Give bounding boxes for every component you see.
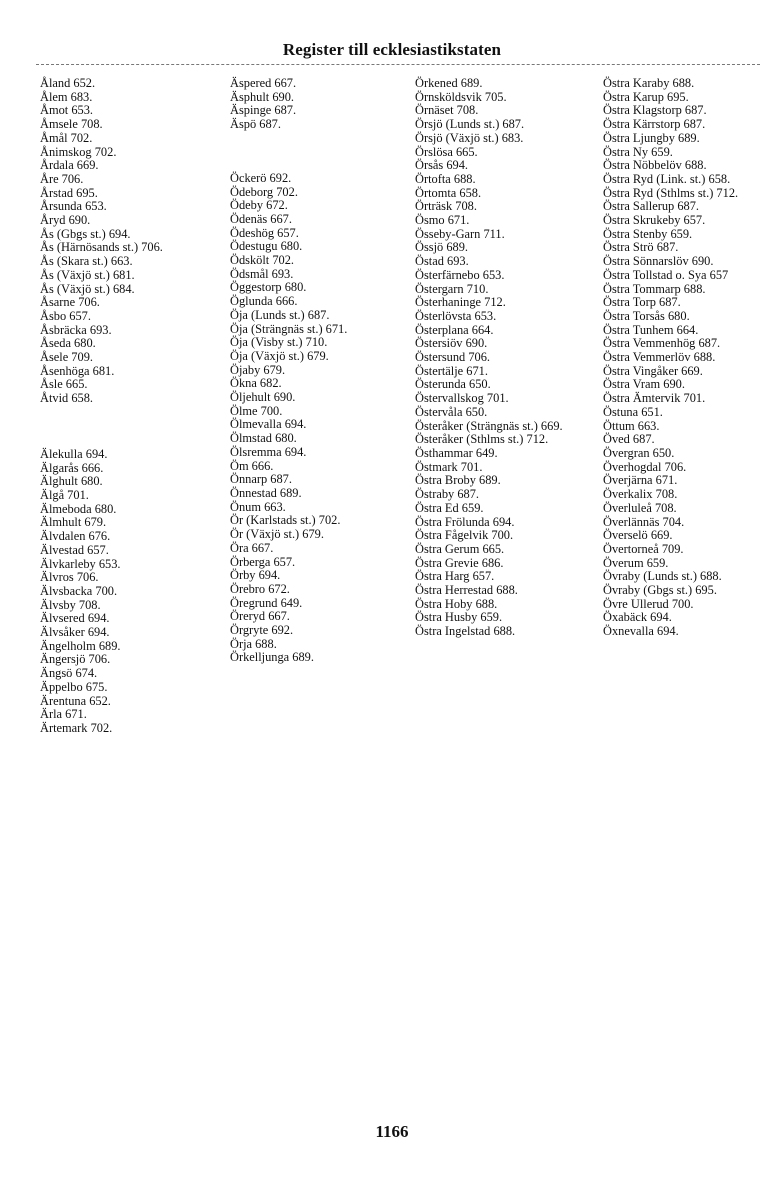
index-entry: Ärtemark 702. — [40, 720, 113, 735]
index-entry: Örträsk 708. — [415, 199, 477, 214]
index-entry: Åryd 690. — [40, 213, 91, 228]
index-entry: Ärentuna 652. — [40, 693, 111, 708]
index-entry: Äspered 667. — [230, 76, 297, 90]
index-entry: Östmark 701. — [415, 459, 483, 474]
index-entry: Östra Skrukeby 657. — [603, 213, 706, 228]
entry-block-1 — [40, 77, 215, 406]
index-entry: Örsjö (Lunds st.) 687. — [415, 117, 525, 132]
index-entry: Älvros 706. — [40, 570, 99, 585]
index-entry: Östra Ed 659. — [415, 500, 484, 515]
index-entry: Älvsåker 694. — [40, 625, 110, 640]
index-entry: Örkelljunga 689. — [230, 650, 314, 665]
index-entry: Åmsele 708. — [40, 117, 103, 132]
index-entry: Östertälje 671. — [415, 363, 488, 378]
index-entry: Älmhult 679. — [40, 515, 107, 530]
index-entry: Öved 687. — [603, 432, 655, 447]
index-entry: Östra Vingåker 669. — [603, 363, 703, 378]
index-entry: Älvestad 657. — [40, 542, 109, 557]
index-entry: Åseda 680. — [40, 336, 96, 351]
index-entry: Ödskölt 702. — [230, 253, 295, 268]
index-entry: Ölmevalla 694. — [230, 417, 307, 432]
index-entry: Östhammar 649. — [415, 445, 498, 460]
index-entry: Östra Hoby 688. — [415, 596, 498, 611]
index-entry: Åsele 709. — [40, 350, 93, 365]
index-entry: Östuna 651. — [603, 404, 663, 419]
index-entry: Österfärnebo 653. — [415, 267, 505, 282]
index-column-4 — [603, 77, 781, 639]
index-entry: Östergarn 710. — [415, 281, 489, 296]
index-entry: Öggestorp 680. — [230, 280, 307, 295]
index-entry: Östersund 706. — [415, 350, 491, 365]
index-entry: Östra Karup 695. — [603, 89, 689, 104]
index-entry: Äsphult 690. — [230, 89, 295, 104]
index-entry: Össjö 689. — [415, 240, 469, 255]
index-entry: Örberga 657. — [230, 554, 296, 569]
entry-block-1 — [603, 77, 781, 639]
index-entry: Önnestad 689. — [230, 485, 302, 500]
index-entry: Östra Broby 689. — [415, 473, 501, 488]
index-entry: Överjärna 671. — [603, 473, 678, 488]
index-entry: Östra Fågelvik 700. — [415, 528, 514, 543]
index-entry: Östraby 687. — [415, 487, 480, 502]
index-entry: Älvdalen 676. — [40, 529, 111, 544]
index-entry: Öra 667. — [230, 540, 274, 555]
block-gap — [40, 406, 215, 448]
index-entry: Ås (Gbgs st.) 694. — [40, 226, 131, 241]
index-entry: Ödenäs 667. — [230, 211, 292, 226]
index-entry: Önum 663. — [230, 499, 286, 514]
index-entry: Öckerö 692. — [230, 170, 292, 185]
index-entry: Ödeby 672. — [230, 198, 288, 213]
index-entry: Ås (Skara st.) 663. — [40, 254, 133, 269]
index-entry: Örnsköldsvik 705. — [415, 89, 507, 104]
index-entry: Östra Ny 659. — [603, 144, 673, 159]
index-entry: Övraby (Lunds st.) 688. — [603, 569, 722, 584]
index-entry: Ängsö 674. — [40, 666, 98, 681]
index-entry: Östra Ljungby 689. — [603, 130, 700, 145]
index-entry: Överkalix 708. — [603, 487, 678, 502]
index-entry: Älvsbacka 700. — [40, 583, 118, 598]
index-entry: Ödestugu 680. — [230, 239, 303, 254]
index-entry: Östra Nöbbelöv 688. — [603, 158, 707, 173]
index-entry: Älmeboda 680. — [40, 501, 117, 516]
entry-block-1 — [415, 77, 595, 639]
index-entry: Åtvid 658. — [40, 391, 94, 406]
index-entry: Äspinge 687. — [230, 103, 297, 118]
index-entry: Össeby-Garn 711. — [415, 226, 505, 241]
index-entry: Österlövsta 653. — [415, 308, 497, 323]
index-entry: Östra Tunhem 664. — [603, 322, 699, 337]
index-entry: Östra Ämtervik 701. — [603, 391, 706, 406]
index-entry: Östad 693. — [415, 254, 469, 269]
index-entry: Äppelbo 675. — [40, 679, 108, 694]
index-entry: Åsarne 706. — [40, 295, 100, 310]
index-entry: Östra Karaby 688. — [603, 76, 695, 90]
index-entry: Öja (Växjö st.) 679. — [230, 348, 329, 363]
page-title: Register till ecklesiastikstaten — [282, 40, 502, 59]
index-entry: Årsunda 653. — [40, 199, 107, 214]
index-entry: Österåker (Sthlms st.) 712. — [415, 432, 549, 447]
index-entry: Ölme 700. — [230, 403, 283, 418]
index-entry: Överlännäs 704. — [603, 514, 685, 529]
index-entry: Örslösa 665. — [415, 144, 478, 159]
index-entry: Ölsremma 694. — [230, 444, 307, 459]
index-entry: Älvkarleby 653. — [40, 556, 121, 571]
index-entry: Åsbo 657. — [40, 308, 91, 323]
index-entry: Överum 659. — [603, 555, 669, 570]
index-entry: Åsenhöga 681. — [40, 363, 115, 378]
index-entry: Ölmstad 680. — [230, 431, 297, 446]
index-entry: Åland 652. — [40, 76, 96, 90]
index-entry: Örtomta 658. — [415, 185, 482, 200]
index-entry: Ör (Växjö st.) 679. — [230, 527, 324, 542]
index-column-3 — [415, 77, 595, 639]
index-entry: Önnarp 687. — [230, 472, 292, 487]
index-entry: Öjaby 679. — [230, 362, 286, 377]
index-entry: Östra Strö 687. — [603, 240, 679, 255]
index-entry: Ökna 682. — [230, 376, 282, 391]
index-entry: Älgå 701. — [40, 487, 89, 502]
index-entry: Ödeshög 657. — [230, 225, 299, 240]
index-column-1 — [40, 77, 215, 736]
index-entry: Östervallskog 701. — [415, 391, 509, 406]
index-entry: Öxnevalla 694. — [603, 624, 679, 639]
index-entry: Östra Tollstad o. Sya 657 — [603, 267, 729, 282]
index-entry: Övertorneå 709. — [603, 541, 684, 556]
index-entry: Östra Ingelstad 688. — [415, 624, 516, 639]
index-entry: Övraby (Gbgs st.) 695. — [603, 583, 717, 598]
index-entry: Ås (Härnösands st.) 706. — [40, 240, 163, 255]
index-entry: Österunda 650. — [415, 377, 491, 392]
index-entry: Älvsby 708. — [40, 597, 101, 612]
index-entry: Örtofta 688. — [415, 171, 476, 186]
index-entry: Årdala 669. — [40, 158, 99, 173]
index-entry: Östra Ryd (Sthlms st.) 712. — [603, 185, 739, 200]
index-entry: Ödsmål 693. — [230, 266, 294, 281]
index-entry: Österåker (Strängnäs st.) 669. — [415, 418, 563, 433]
index-entry: Ålem 683. — [40, 89, 93, 104]
index-column-2 — [230, 77, 408, 665]
index-entry: Östervåla 650. — [415, 404, 488, 419]
index-entry: Överhogdal 706. — [603, 459, 687, 474]
index-entry: Östra Frölunda 694. — [415, 514, 515, 529]
index-entry: Östra Vemmenhög 687. — [603, 336, 721, 351]
page-number: 1166 — [375, 1122, 409, 1141]
index-entry: Örgryte 692. — [230, 623, 294, 638]
index-entry: Öja (Lunds st.) 687. — [230, 307, 330, 322]
index-entry: Öljehult 690. — [230, 390, 296, 405]
index-entry: Östra Ryd (Link. st.) 658. — [603, 171, 731, 186]
index-entry: Örnäset 708. — [415, 103, 479, 118]
index-entry: Öregrund 649. — [230, 595, 303, 610]
index-entry: Öja (Visby st.) 710. — [230, 335, 328, 350]
index-entry: Ör (Karlstads st.) 702. — [230, 513, 341, 528]
index-entry: Äspö 687. — [230, 117, 281, 132]
index-entry: Åmål 702. — [40, 130, 93, 145]
index-entry: Östra Sallerup 687. — [603, 199, 700, 214]
index-entry: Ås (Växjö st.) 684. — [40, 281, 135, 296]
index-entry: Östra Harg 657. — [415, 569, 495, 584]
index-entry: Övergran 650. — [603, 445, 675, 460]
index-entry: Örebro 672. — [230, 581, 290, 596]
index-entry: Ås (Växjö st.) 681. — [40, 267, 135, 282]
index-entry: Östra Vemmerlöv 688. — [603, 350, 716, 365]
index-entry: Östra Vram 690. — [603, 377, 685, 392]
index-entry: Östra Stenby 659. — [603, 226, 693, 241]
index-entry: Örsjö (Växjö st.) 683. — [415, 130, 524, 145]
index-entry: Årstad 695. — [40, 185, 98, 200]
index-entry: Överselö 669. — [603, 528, 673, 543]
index-entry: Örby 694. — [230, 568, 281, 583]
index-entry: Åsle 665. — [40, 377, 88, 392]
index-entry: Ängersjö 706. — [40, 652, 111, 667]
index-entry: Östra Torp 687. — [603, 295, 681, 310]
index-entry: Övre Ullerud 700. — [603, 596, 694, 611]
index-entry: Örja 688. — [230, 636, 277, 651]
index-entry: Östra Klagstorp 687. — [603, 103, 707, 118]
index-entry: Överluleå 708. — [603, 500, 677, 515]
index-entry: Åsbräcka 693. — [40, 322, 112, 337]
index-entry: Östra Sönnarslöv 690. — [603, 254, 714, 269]
index-entry: Ödeborg 702. — [230, 184, 298, 199]
index-entry: Örkened 689. — [415, 76, 483, 90]
index-entry: Öja (Strängnäs st.) 671. — [230, 321, 348, 336]
index-entry: Östra Tommarp 688. — [603, 281, 706, 296]
index-entry: Ånimskog 702. — [40, 144, 117, 159]
entry-block-2 — [230, 172, 408, 665]
index-entry: Öxabäck 694. — [603, 610, 672, 625]
index-entry: Östra Herrestad 688. — [415, 583, 518, 598]
index-entry: Öm 666. — [230, 458, 274, 473]
index-entry: Östra Husby 659. — [415, 610, 503, 625]
entry-block-2 — [40, 448, 215, 736]
index-entry: Östra Torsås 680. — [603, 308, 690, 323]
entry-block-1 — [230, 77, 408, 132]
index-entry: Älghult 680. — [40, 474, 103, 489]
index-entry: Östra Gerum 665. — [415, 541, 505, 556]
index-entry: Öglunda 666. — [230, 294, 298, 309]
index-entry: Österhaninge 712. — [415, 295, 506, 310]
index-entry: Ärla 671. — [40, 707, 87, 722]
index-entry: Ösmo 671. — [415, 213, 470, 228]
header-divider — [36, 64, 760, 65]
index-entry: Örsås 694. — [415, 158, 468, 173]
index-entry: Älvsered 694. — [40, 611, 110, 626]
index-entry: Österplana 664. — [415, 322, 494, 337]
index-entry: Älekulla 694. — [40, 446, 108, 461]
block-gap — [230, 132, 408, 172]
index-entry: Ängelholm 689. — [40, 638, 121, 653]
index-entry: Älgarås 666. — [40, 460, 104, 475]
index-entry: Östra Grevie 686. — [415, 555, 504, 570]
index-entry: Östersiöv 690. — [415, 336, 488, 351]
index-entry: Åre 706. — [40, 171, 84, 186]
index-entry: Öreryd 667. — [230, 609, 290, 624]
index-entry: Östra Kärrstorp 687. — [603, 117, 706, 132]
index-entry: Öttum 663. — [603, 418, 660, 433]
index-entry: Åmot 653. — [40, 103, 94, 118]
